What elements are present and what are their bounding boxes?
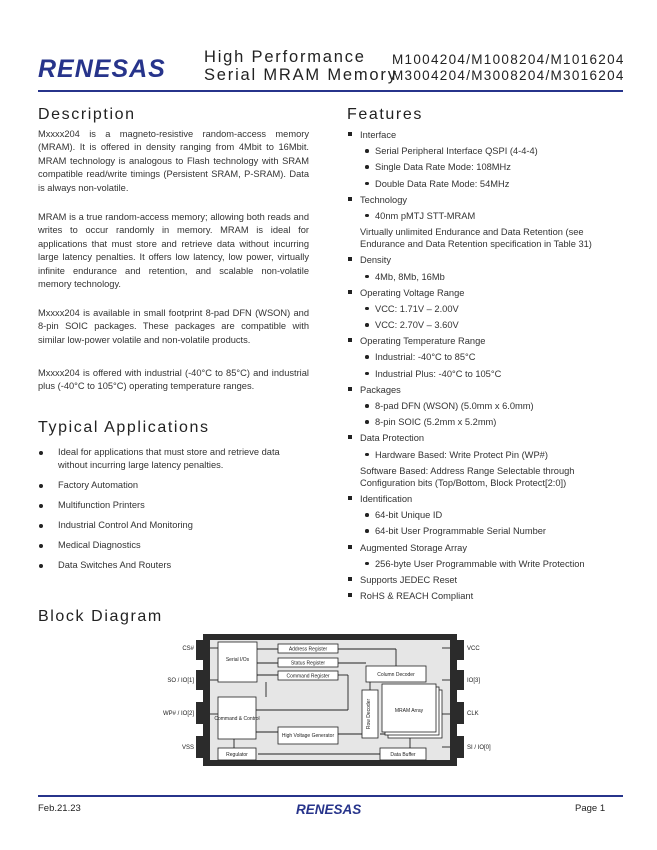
feature-item: Serial Peripheral Interface QSPI (4-4-4) [347, 145, 617, 157]
feature-category: Operating Temperature Range [347, 335, 617, 347]
feature-category: Operating Voltage Range [347, 287, 617, 299]
feature-category: RoHS & REACH Compliant [347, 590, 617, 602]
feature-category: Packages [347, 384, 617, 396]
list-item: Multifunction Printers [38, 499, 288, 512]
footer-date: Feb.21.23 [38, 803, 81, 814]
feature-category: Technology [347, 194, 617, 206]
feature-item: VCC: 2.70V – 3.60V [347, 319, 617, 331]
feature-category: Data Protection [347, 432, 617, 444]
document-title: High Performance Serial MRAM Memory [204, 48, 398, 84]
feature-category: Supports JEDEC Reset [347, 574, 617, 586]
description-paragraph: Mxxxx204 is available in small footprint 8-pad DFN (WSON) and 8-pin SOIC packages. These packages are compatible with similar low-power volatile and non-volatile products. [38, 308, 309, 345]
feature-item: 64-bit User Programmable Serial Number [347, 525, 617, 537]
block-diagram-heading: Block Diagram [38, 608, 163, 625]
pin-label: SO / IO[1] [167, 678, 194, 684]
feature-item: 8-pin SOIC (5.2mm x 5.2mm) [347, 416, 617, 428]
block-label: Status Register [290, 660, 326, 667]
block-label: Row Decoder [366, 698, 372, 730]
list-item: Ideal for applications that must store and retrieve data without incurring large latency penalties. [38, 446, 288, 472]
pin-label: VSS [181, 745, 194, 751]
header-rule [38, 90, 623, 92]
block-label: Regulator [226, 752, 248, 758]
description-paragraph: Mxxxx204 is a magneto-resistive random-access memory (MRAM). It is offered in density ranging from 4Mbit to 16Mbit. MRAM technology is analogous to Flash technology with SRAM compatible read/write timings (Persistent SRAM, P-SRAM). Data is always non-volatile. [38, 129, 309, 193]
block-label: Command Register [286, 673, 330, 680]
features-list [347, 129, 617, 606]
block-label: Command & Control [214, 716, 260, 722]
block-label: Column Decoder [377, 672, 415, 678]
pin-label: SI / IO[0] [467, 745, 491, 751]
list-item: Factory Automation [38, 479, 288, 492]
feature-item: 4Mb, 8Mb, 16Mb [347, 271, 617, 283]
pin-label: IO[3] [467, 678, 481, 684]
renesas-logo [38, 54, 193, 82]
pin-label: WP# / IO[2] [162, 711, 194, 717]
pin-label: VCC [467, 646, 480, 652]
feature-item: 64-bit Unique ID [347, 509, 617, 521]
description-heading: Description [38, 106, 136, 123]
block-label: High Voltage Generator [281, 733, 335, 739]
block-label: Data Buffer [390, 752, 416, 758]
feature-item: VCC: 1.71V – 2.00V [347, 303, 617, 315]
feature-category: Density [347, 254, 617, 266]
svg-text:RENESAS: RENESAS [38, 55, 166, 83]
feature-item: 40nm pMTJ STT-MRAM [347, 210, 617, 222]
block-label: Serial I/Os [225, 657, 250, 663]
block-diagram [162, 630, 491, 770]
features-heading: Features [347, 106, 423, 123]
block-label: Address Register [288, 646, 328, 653]
footer-rule [38, 795, 623, 797]
feature-note: Virtually unlimited Endurance and Data Retention (see Endurance and Data Retention specification in Table 31) [360, 227, 592, 250]
block-label: MRAM Array [394, 708, 424, 714]
description-paragraph: Mxxxx204 is offered with industrial (-40°C to 85°C) and industrial plus (-40°C to 105°C) operating temperature ranges. [38, 368, 309, 392]
list-item: Medical Diagnostics [38, 539, 288, 552]
feature-item: Industrial: -40°C to 85°C [347, 351, 617, 363]
feature-item: Hardware Based: Write Protect Pin (WP#) [347, 449, 617, 461]
part-numbers: M1004204/M1008204/M1016204 M3004204/M3008204/M3016204 [392, 52, 625, 83]
footer-logo [296, 801, 380, 817]
feature-item: 8-pad DFN (WSON) (5.0mm x 6.0mm) [347, 400, 617, 412]
footer-page: Page 1 [575, 803, 606, 814]
pin-label: CS# [182, 646, 194, 652]
svg-text:RENESAS: RENESAS [296, 802, 362, 817]
feature-item: 256-byte User Programmable with Write Protection [347, 558, 617, 570]
list-item: Industrial Control And Monitoring [38, 519, 288, 532]
applications-heading: Typical Applications [38, 419, 210, 436]
description-paragraph: MRAM is a true random-access memory; allowing both reads and writes to occur randomly in memory. MRAM is ideal for applications that must store and retrieve data without incurring large latency penalties. It offers low latency, low power, virtually infinite endurance and retention, and scalable non-volatile memory technology. [38, 212, 309, 290]
feature-category: Interface [347, 129, 617, 141]
list-item: Data Switches And Routers [38, 559, 288, 572]
feature-item: Double Data Rate Mode: 54MHz [347, 178, 617, 190]
feature-item: Single Data Rate Mode: 108MHz [347, 161, 617, 173]
feature-category: Augmented Storage Array [347, 542, 617, 554]
applications-list [38, 446, 288, 579]
feature-item: Industrial Plus: -40°C to 105°C [347, 368, 617, 380]
pin-label: CLK [467, 711, 479, 717]
feature-note: Software Based: Address Range Selectable through Configuration bits (Top/Bottom, Block Protect[2:0]) [360, 465, 575, 488]
feature-category: Identification [347, 493, 617, 505]
